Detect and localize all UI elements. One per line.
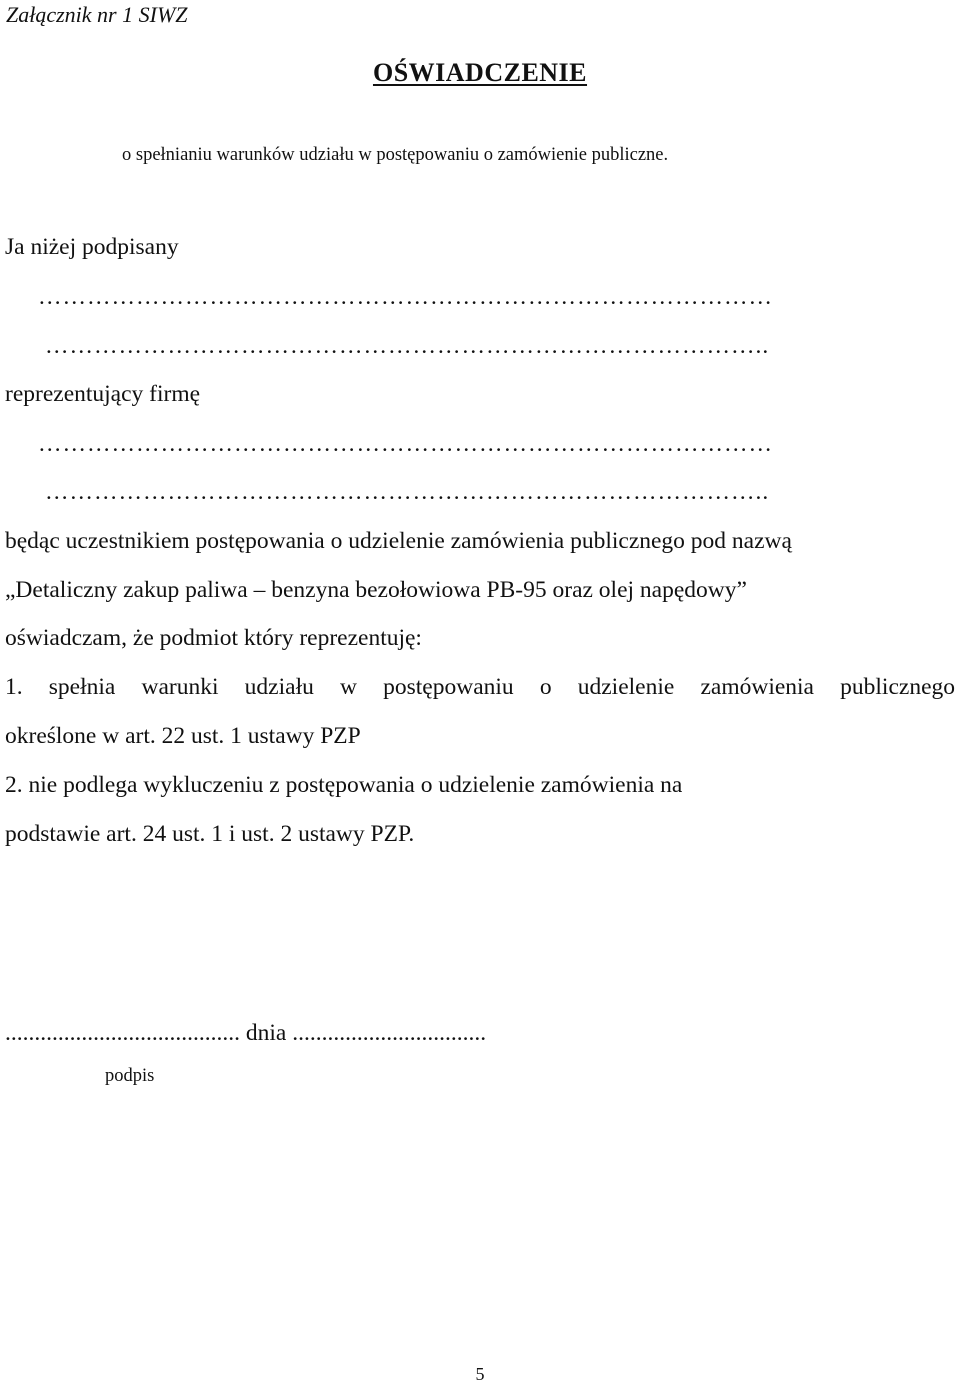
- document-title: OŚWIADCZENIE: [372, 58, 588, 87]
- attachment-label: Załącznik nr 1 SIWZ: [6, 2, 188, 27]
- firm-name-dots: ………………………………………………………………………………: [38, 431, 773, 457]
- signer-name-dots: ………………………………………………………………………………: [38, 284, 773, 310]
- firm-name-dots-continued: ……………………………………………………………………………..: [45, 479, 770, 505]
- signature-label: podpis: [105, 1066, 155, 1086]
- signature-place-date: ........................................ dnia .................................: [5, 1020, 487, 1046]
- item-1-line-1: 1. spełnia warunki udziału w postępowaniu o udzielenie zamówienia publicznego: [5, 674, 955, 700]
- item-1-line-2: określone w art. 22 ust. 1 ustawy PZP: [5, 723, 361, 749]
- signer-name-dots-continued: ……………………………………………………………………………..: [45, 333, 770, 359]
- item-2-line-1: 2. nie podlega wykluczeniu z postępowania o udzielenie zamówienia na: [5, 772, 683, 798]
- document-subtitle: o spełnianiu warunków udziału w postępowaniu o zamówienie publiczne.: [122, 145, 669, 165]
- procurement-intro: będąc uczestnikiem postępowania o udzielenie zamówienia publicznego pod nazwą: [5, 528, 792, 554]
- page-number: 5: [475, 1364, 485, 1384]
- procurement-name: „Detaliczny zakup paliwa – benzyna bezołowiowa PB-95 oraz olej napędowy”: [5, 577, 747, 603]
- item-2-line-2: podstawie art. 24 ust. 1 i ust. 2 ustawy PZP.: [5, 821, 415, 847]
- firm-label: reprezentujący firmę: [5, 381, 201, 407]
- declaration-line: oświadczam, że podmiot który reprezentuję:: [5, 625, 422, 651]
- signer-label: Ja niżej podpisany: [5, 234, 179, 260]
